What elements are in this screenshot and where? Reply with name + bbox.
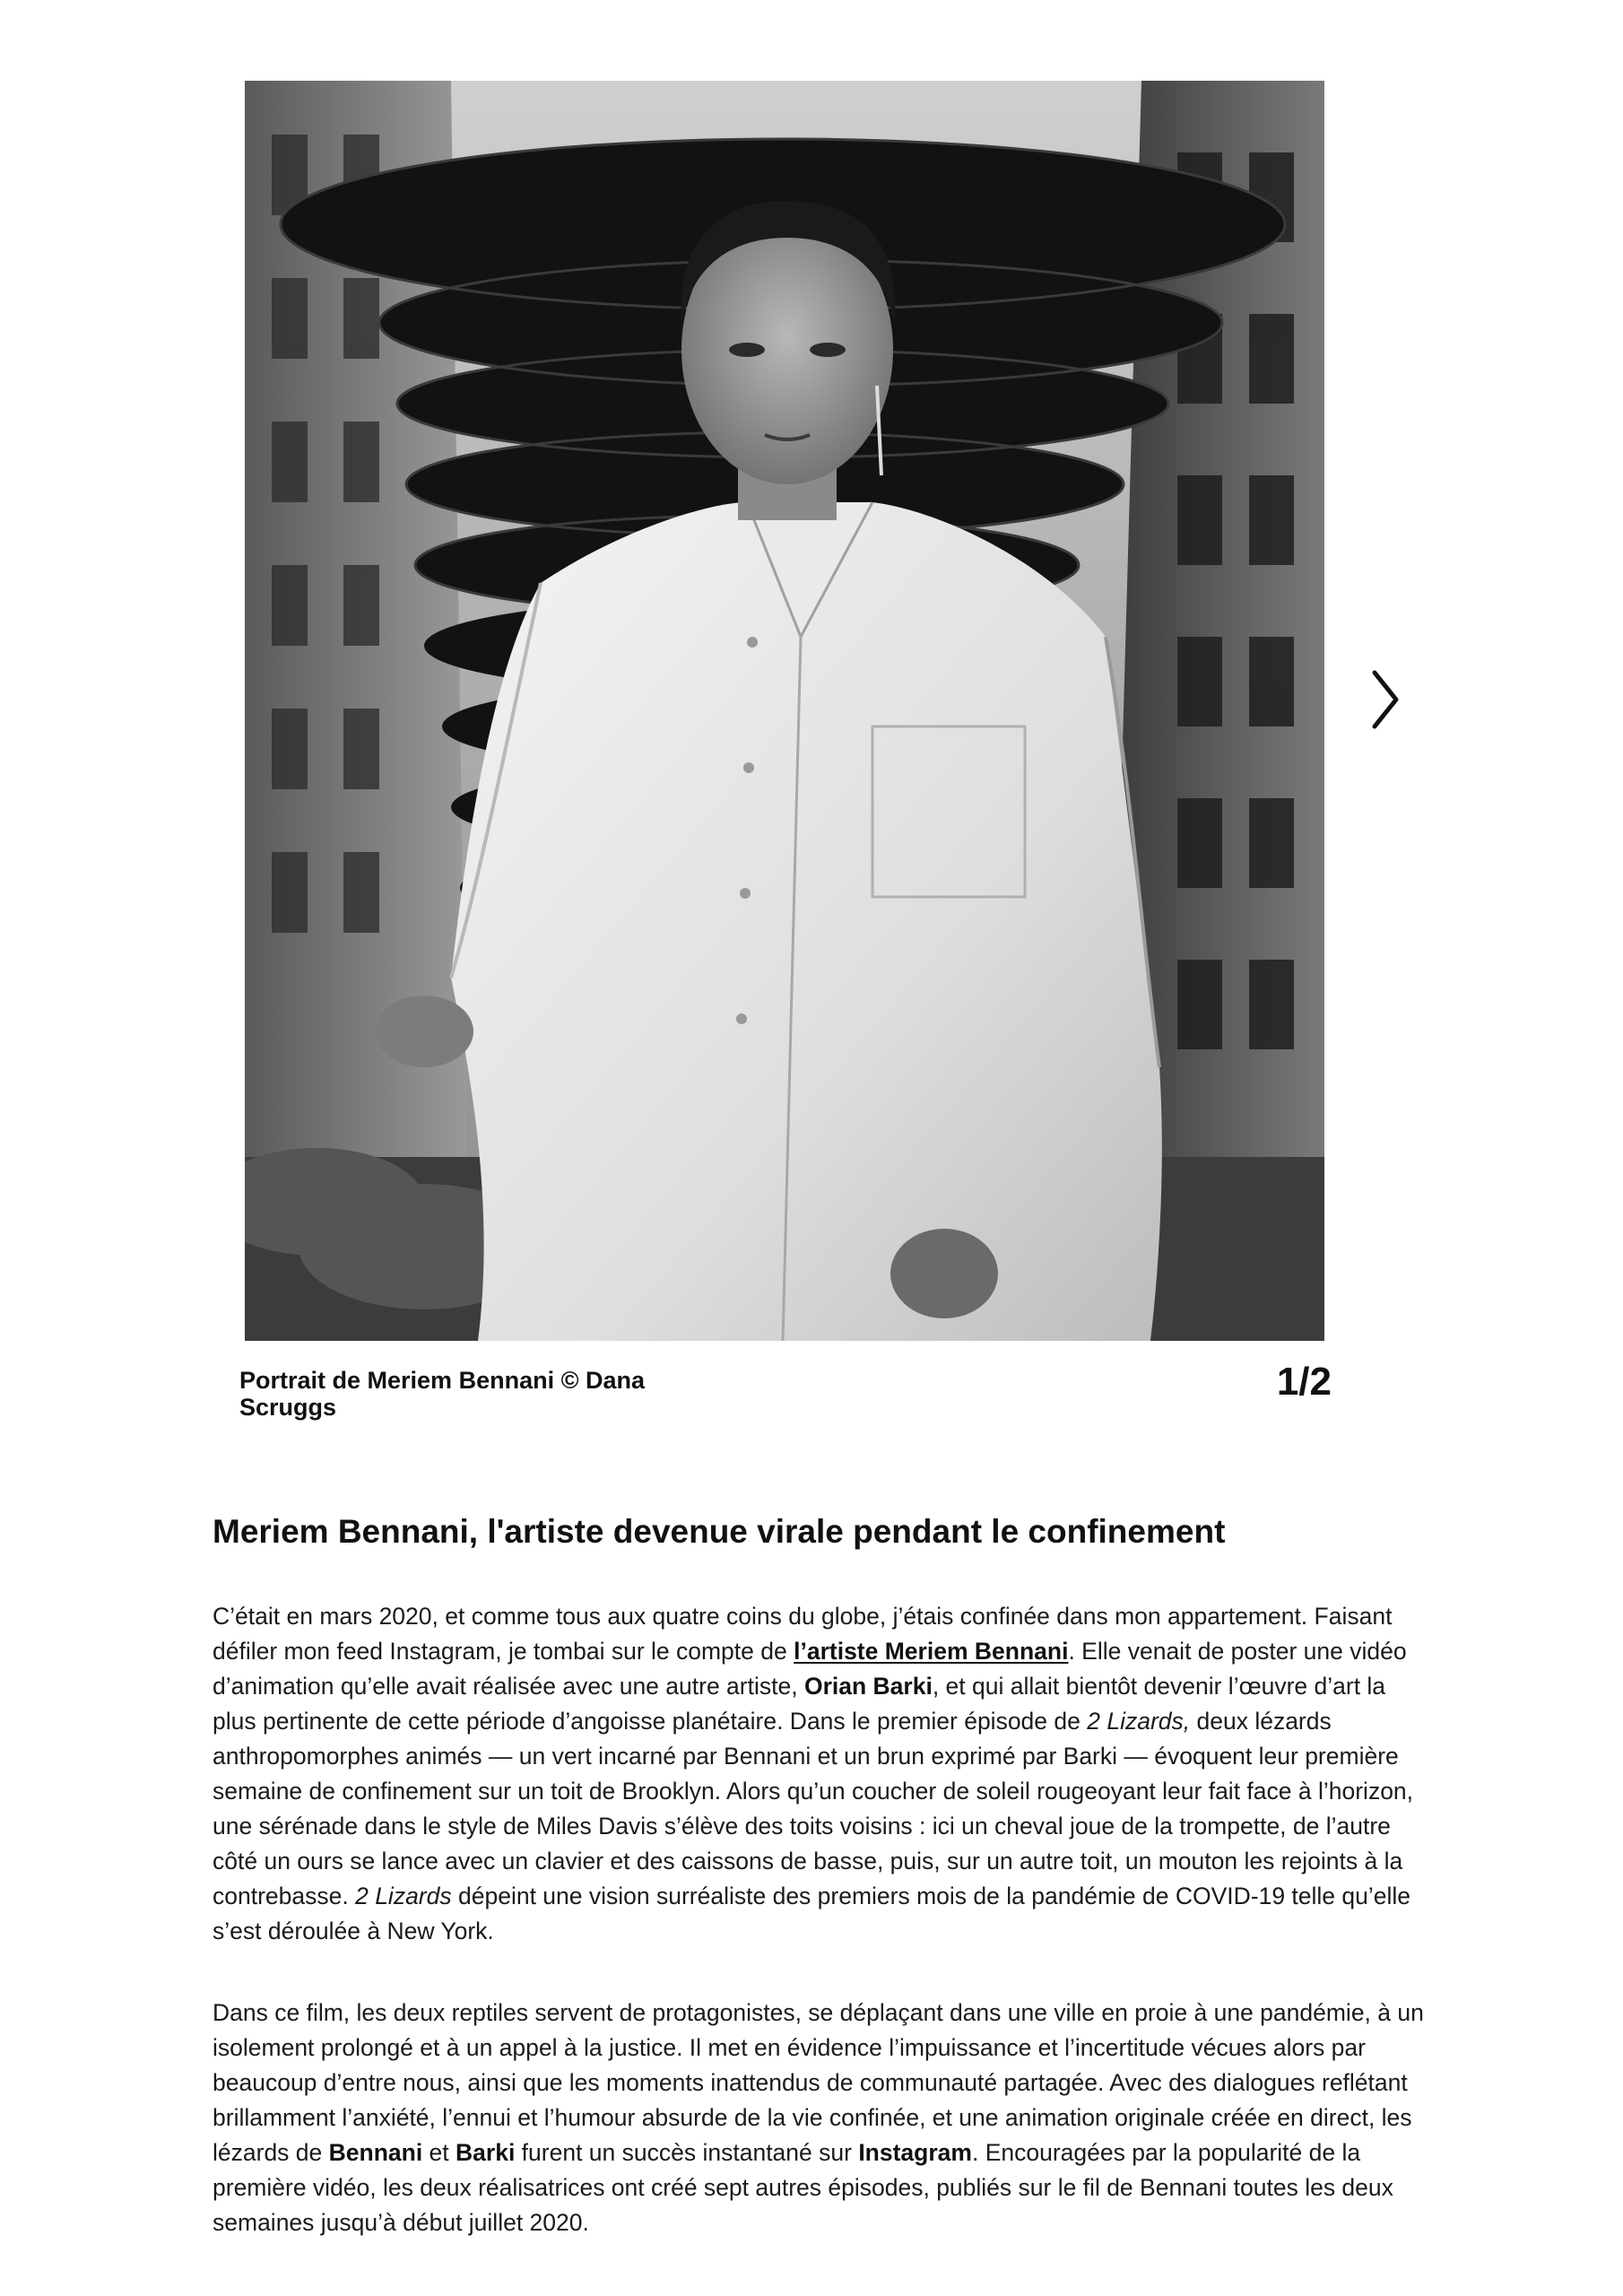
gallery-counter: 1/2 <box>1276 1360 1332 1404</box>
chevron-right-icon <box>1367 664 1403 735</box>
artist-link[interactable]: l’artiste Meriem Bennani <box>794 1638 1069 1665</box>
artist-name-barki: Barki <box>456 2139 516 2166</box>
paragraph-text: furent un succès instantané sur <box>515 2139 859 2166</box>
artist-name-barki: Orian Barki <box>803 1673 933 1700</box>
article-body <box>213 1511 1432 2287</box>
paragraph-text: . Encouragées par la popularité de la première vidéo, les deux réalisatrices ont créé sept autres épisodes, publiés sur le fil de Bennani toutes les deux semaines jusqu’à début juillet 2020. <box>213 2139 1393 2236</box>
paragraph-text: , et qui allait bientôt devenir l’œuvre d’art la plus pertinente de cette période d’angoisse planétaire. Dans le premier épisode de <box>213 1673 1386 1735</box>
artist-name-bennani: Bennani <box>328 2139 423 2166</box>
paragraph-text: . Elle venait de poster une vidéo d’animation qu’elle avait réalisée avec une autre artiste, <box>213 1638 1407 1700</box>
work-title: 2 Lizards <box>355 1883 452 1909</box>
paragraph-text: dépeint une vision surréaliste des premiers mois de la pandémie de COVID-19 telle qu’elle s’est déroulée à New York. <box>213 1883 1411 1944</box>
work-title: 2 Lizards, <box>1087 1708 1191 1735</box>
article-paragraph-2 <box>213 1996 1432 2240</box>
gallery-photo <box>245 81 1324 1341</box>
article-paragraph-1 <box>213 1599 1432 1949</box>
portrait-image <box>245 81 1324 1341</box>
gallery-next-button[interactable] <box>1358 659 1412 740</box>
article-title: Meriem Bennani, l'artiste devenue virale pendant le confinement <box>213 1513 1226 1550</box>
paragraph-text: et <box>422 2139 456 2166</box>
paragraph-text: Dans ce film, les deux reptiles servent de protagonistes, se déplaçant dans une ville en proie à une pandémie, à un isolement prolongé et à un appel à la justice. Il met en évidence l’impuissance et l’incertitude vécues alors par beaucoup d’entre nous, ainsi que les moments inattendus de communauté partagée. Avec des dialogues reflétant brillamment l’anxiété, l’ennui et l’humour absurde de la vie confinée, et une animation originale créée en direct, les lézards de <box>213 1999 1424 2166</box>
paragraph-text: deux lézards anthropomorphes animés — un vert incarné par Bennani et un brun exprimé par Barki — évoquent leur première semaine de confinement sur un toit de Brooklyn. Alors qu’un coucher de soleil rougeoyant leur fait face à l’horizon, une sérénade dans le style de Miles Davis s’élève des toits voisins : ici un cheval joue de la trompette, de l’autre côté un ours se lance avec un clavier et des caissons de basse, puis, sur un autre toit, un mouton les rejoints à la contrebasse. <box>213 1708 1414 1909</box>
photo-caption: Portrait de Meriem Bennani © Dana Scruggs <box>239 1367 645 1421</box>
paragraph-text: C’était en mars 2020, et comme tous aux quatre coins du globe, j’étais confinée dans mon appartement. Faisant défiler mon feed Instagram, je tombai sur le compte de <box>213 1603 1393 1665</box>
platform-name: Instagram <box>858 2139 972 2166</box>
